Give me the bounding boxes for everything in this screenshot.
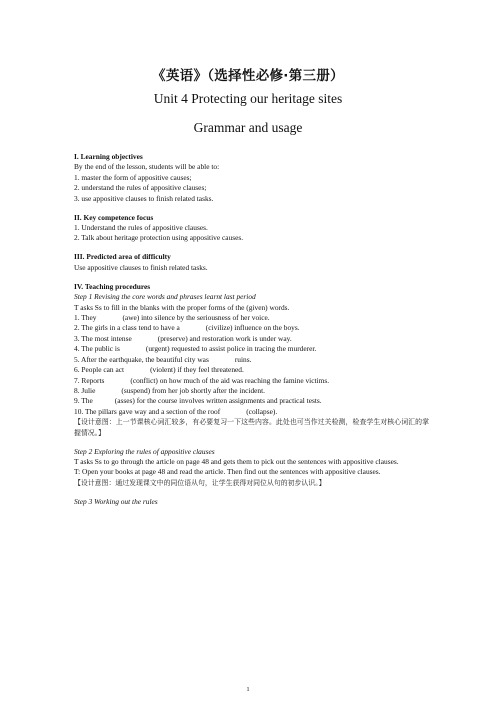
exercise-item: 4. The public is (urgent) requested to assist police in tracing the murderer. — [74, 344, 317, 354]
exercise-item: 9. The (asses) for the course involves written assignments and practical tests. — [74, 396, 322, 406]
section-heading: IV. Teaching procedures — [74, 281, 151, 291]
design-note: 【设计意图：上一节课核心词汇较多，有必要复习一下这些内容。此处也可当作过关检测，检查学生对核心词汇的掌握情况。】 — [74, 418, 429, 437]
list-item: 2. Talk about heritage protection using appositive causes. — [74, 233, 244, 243]
step-title: Step 3 Working out the rules — [74, 496, 158, 506]
paragraph: By the end of the lesson, students will be able to: — [74, 162, 220, 172]
exercise-item: 1. They (awe) into silence by the seriousness of her voice. — [74, 313, 270, 323]
step-title: Step 2 Exploring the rules of appositive clauses — [74, 446, 215, 456]
exercise-item: 7. Reports (conflict) on how much of the aid was reaching the famine victims. — [74, 375, 330, 385]
list-item: 3. use appositive clauses to finish related tasks. — [74, 193, 214, 203]
exercise-item: 2. The girls in a class tend to have a (civilize) influence on the boys. — [74, 323, 300, 333]
section-step2 — [74, 447, 429, 489]
section-heading: I. Learning objectives — [74, 152, 143, 161]
section-objectives — [74, 152, 429, 204]
lesson-title: Grammar and usage — [193, 120, 303, 135]
exercise-item: 3. The most intense (preserve) and restoration work is under way. — [74, 333, 292, 343]
exercise-item: 5. After the earthquake, the beautiful city was ruins. — [74, 354, 252, 364]
book-title: 《英语》（选择性必修·第三册） — [152, 68, 344, 84]
section-heading: III. Predicted area of difficulty — [74, 252, 171, 262]
paragraph: T: Open your books at page 48 and read the article. Then find out the sentences with appositive clauses. — [74, 467, 381, 477]
paragraph: T asks Ss to go through the article on page 48 and gets them to pick out the sentences with appositive clauses. — [74, 456, 399, 466]
paragraph: Use appositive clauses to finish related tasks. — [74, 262, 208, 272]
section-procedures — [74, 282, 429, 438]
section-step3 — [74, 497, 429, 507]
section-competence — [74, 213, 429, 244]
unit-title: Unit 4 Protecting our heritage sites — [153, 91, 343, 106]
paragraph: T asks Ss to fill in the blanks with the proper forms of the (given) words. — [74, 302, 290, 312]
step-title: Step 1 Revising the core words and phrases learnt last period — [74, 292, 256, 302]
lesson-content — [74, 152, 429, 516]
exercise-item: 6. People can act (violent) if they feel threatened. — [74, 365, 244, 375]
exercise-item: 8. Julie (suspend) from her job shortly after the incident. — [74, 385, 266, 395]
exercise-item: 10. The pillars gave way and a section of the roof (collapse). — [74, 406, 278, 416]
list-item: 1. Understand the rules of appositive clauses. — [74, 223, 208, 233]
list-item: 2. understand the rules of appositive clauses; — [74, 183, 207, 193]
list-item: 1. master the form of appositive causes; — [74, 172, 192, 182]
page-number: 1 — [246, 686, 250, 693]
section-difficulty — [74, 252, 429, 273]
section-heading: II. Key competence focus — [74, 212, 154, 222]
design-note: 【设计意图：通过发现课文中的同位语从句，让学生获得对同位从句的初步认识。】 — [74, 478, 326, 487]
